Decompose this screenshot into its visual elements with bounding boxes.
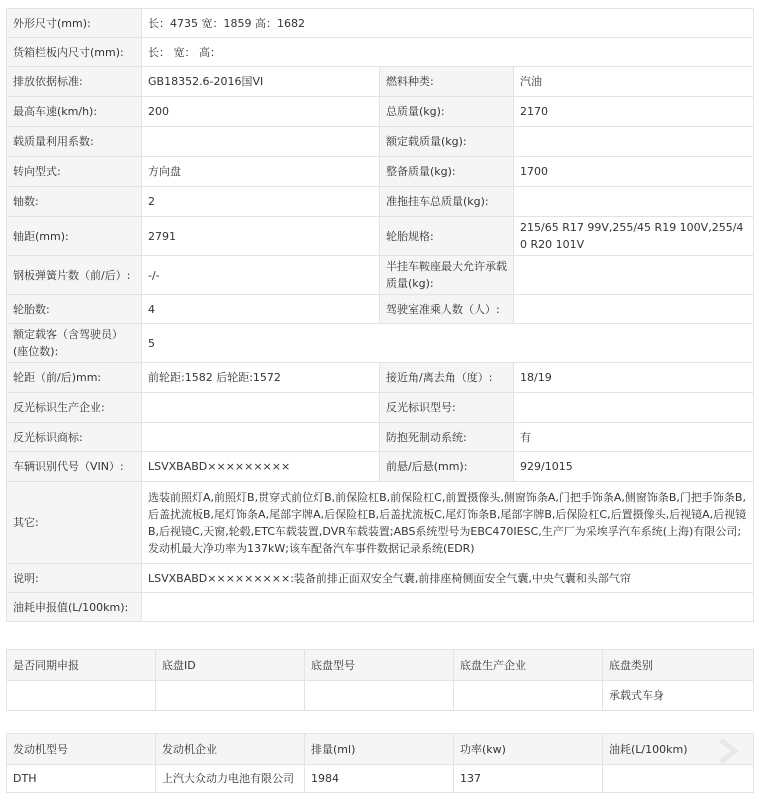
spec-value: [514, 295, 754, 324]
spec-row: [7, 217, 754, 256]
chassis-cell: [156, 681, 305, 711]
spec-value: [142, 127, 380, 157]
spec-value: 前轮距:1582 后轮距:1572: [142, 363, 380, 393]
spec-row: [7, 9, 754, 38]
spec-label: 轴距(mm):: [7, 217, 142, 256]
spec-label: 接近角/离去角（度）:: [380, 363, 514, 393]
spec-label: 额定载客（含驾驶员）(座位数):: [7, 324, 142, 363]
chassis-header: 是否同期申报: [7, 650, 156, 681]
spec-value: GB18352.6-2016国VI: [142, 67, 380, 97]
spec-value: [514, 127, 754, 157]
spec-label: 外形尺寸(mm):: [7, 9, 142, 38]
spec-label: 车辆识别代号（VIN）:: [7, 452, 142, 482]
spec-row: [7, 295, 754, 324]
spec-value: 方向盘: [142, 157, 380, 187]
spec-value: LSVXBABD×××××××××: [142, 452, 380, 482]
chassis-header: 底盘类别: [603, 650, 754, 681]
spec-label: 反光标识商标:: [7, 423, 142, 452]
spec-value: 1700: [514, 157, 754, 187]
spec-table: [6, 8, 754, 622]
spec-row: [7, 187, 754, 217]
chassis-header: 底盘生产企业: [454, 650, 603, 681]
engine-cell: DTH: [7, 765, 156, 793]
spec-value: 长：4735 宽：1859 高：1682: [142, 9, 754, 38]
spec-value: 5: [142, 324, 754, 363]
spec-value: 2170: [514, 97, 754, 127]
spec-value: [514, 187, 754, 217]
spec-label: 燃料种类:: [380, 67, 514, 97]
spec-value: [514, 393, 754, 423]
engine-cell: 1984: [305, 765, 454, 793]
chassis-cell: [305, 681, 454, 711]
spec-label: 反光标识生产企业:: [7, 393, 142, 423]
spec-row: [7, 593, 754, 622]
spec-label: 货箱栏板内尺寸(mm):: [7, 38, 142, 67]
spec-value: 选装前照灯A,前照灯B,贯穿式前位灯B,前保险杠B,前保险杠C,前置摄像头,侧窗饰条A,门把手饰条A,侧窗饰条B,门把手饰条B,后盖扰流板B,尾灯饰条A,尾部字牌A,后保险杠B,后盖扰流板C,尾灯饰条B,尾部字牌B,后保险杠C,后置摄像头,后视镜A,后视镜B,后视镜C,天窗,轮毂,ETC车载装置,DVR车载装置;ABS系统型号为EBC470IESC,生产厂为采埃孚汽车系统(上海)有限公司;发动机最大净功率为137kW;该车配备汽车事件数据记录系统(EDR): [142, 482, 754, 564]
spec-label: 轴数:: [7, 187, 142, 217]
spec-value: 929/1015: [514, 452, 754, 482]
spec-value: [142, 423, 380, 452]
spec-value: 18/19: [514, 363, 754, 393]
spec-value: [142, 393, 380, 423]
spec-value: 215/65 R17 99V,255/45 R19 100V,255/40 R20 101V: [514, 217, 754, 256]
spec-label: 转向型式:: [7, 157, 142, 187]
spec-label: 最高车速(km/h):: [7, 97, 142, 127]
spec-row: [7, 564, 754, 593]
engine-cell: 上汽大众动力电池有限公司: [156, 765, 305, 793]
spec-value: 200: [142, 97, 380, 127]
spec-label: 轮胎规格:: [380, 217, 514, 256]
spec-row: [7, 67, 754, 97]
spec-row: [7, 363, 754, 393]
spec-label: 轮胎数:: [7, 295, 142, 324]
spec-row: [7, 38, 754, 67]
spec-value: 有: [514, 423, 754, 452]
spec-value: 2791: [142, 217, 380, 256]
spec-label: 反光标识型号:: [380, 393, 514, 423]
spec-value: [142, 593, 754, 622]
engine-header: 功率(kw): [454, 734, 603, 765]
spec-row: [7, 423, 754, 452]
spec-row: [7, 324, 754, 363]
chassis-header-row: [7, 650, 754, 681]
engine-header-row: [7, 734, 754, 765]
chassis-cell: [7, 681, 156, 711]
engine-cell: [603, 765, 754, 793]
chassis-table: [6, 649, 754, 711]
engine-table: [6, 733, 754, 793]
engine-row: [7, 765, 754, 793]
engine-header: 油耗(L/100km): [603, 734, 754, 765]
spec-label: 钢板弹簧片数（前/后）:: [7, 256, 142, 295]
spec-value: [514, 256, 754, 295]
chassis-header: 底盘型号: [305, 650, 454, 681]
spec-value: 长： 宽： 高：: [142, 38, 754, 67]
spec-label: 说明:: [7, 564, 142, 593]
spec-label: 排放依据标准:: [7, 67, 142, 97]
spec-value: -/-: [142, 256, 380, 295]
spec-label: 油耗申报值(L/100km):: [7, 593, 142, 622]
engine-cell: 137: [454, 765, 603, 793]
spec-value: 4: [142, 295, 380, 324]
spec-label: 总质量(kg):: [380, 97, 514, 127]
spec-row: [7, 256, 754, 295]
spec-value: 汽油: [514, 67, 754, 97]
spec-label: 前悬/后悬(mm):: [380, 452, 514, 482]
spec-label: 驾驶室准乘人数（人）:: [380, 295, 514, 324]
spec-value: LSVXBABD×××××××××:装备前排正面双安全气囊,前排座椅侧面安全气囊,中央气囊和头部气帘: [142, 564, 754, 593]
spec-label: 载质量利用系数:: [7, 127, 142, 157]
spec-row: [7, 97, 754, 127]
spec-row: [7, 452, 754, 482]
spec-label: 轮距（前/后)mm:: [7, 363, 142, 393]
spec-label: 半挂车鞍座最大允许承载质量(kg):: [380, 256, 514, 295]
chassis-header: 底盘ID: [156, 650, 305, 681]
chassis-row: [7, 681, 754, 711]
spec-label: 整备质量(kg):: [380, 157, 514, 187]
spec-label: 防抱死制动系统:: [380, 423, 514, 452]
engine-header: 发动机企业: [156, 734, 305, 765]
chassis-cell: [454, 681, 603, 711]
spec-row: [7, 393, 754, 423]
spec-label: 额定载质量(kg):: [380, 127, 514, 157]
spec-value: 2: [142, 187, 380, 217]
spec-label: 准拖挂车总质量(kg):: [380, 187, 514, 217]
spec-row: [7, 157, 754, 187]
engine-header: 排量(ml): [305, 734, 454, 765]
chassis-cell: 承载式车身: [603, 681, 754, 711]
spec-row: [7, 482, 754, 564]
engine-header: 发动机型号: [7, 734, 156, 765]
chevron-right-icon: [715, 736, 745, 766]
spec-row: [7, 127, 754, 157]
spec-label: 其它:: [7, 482, 142, 564]
